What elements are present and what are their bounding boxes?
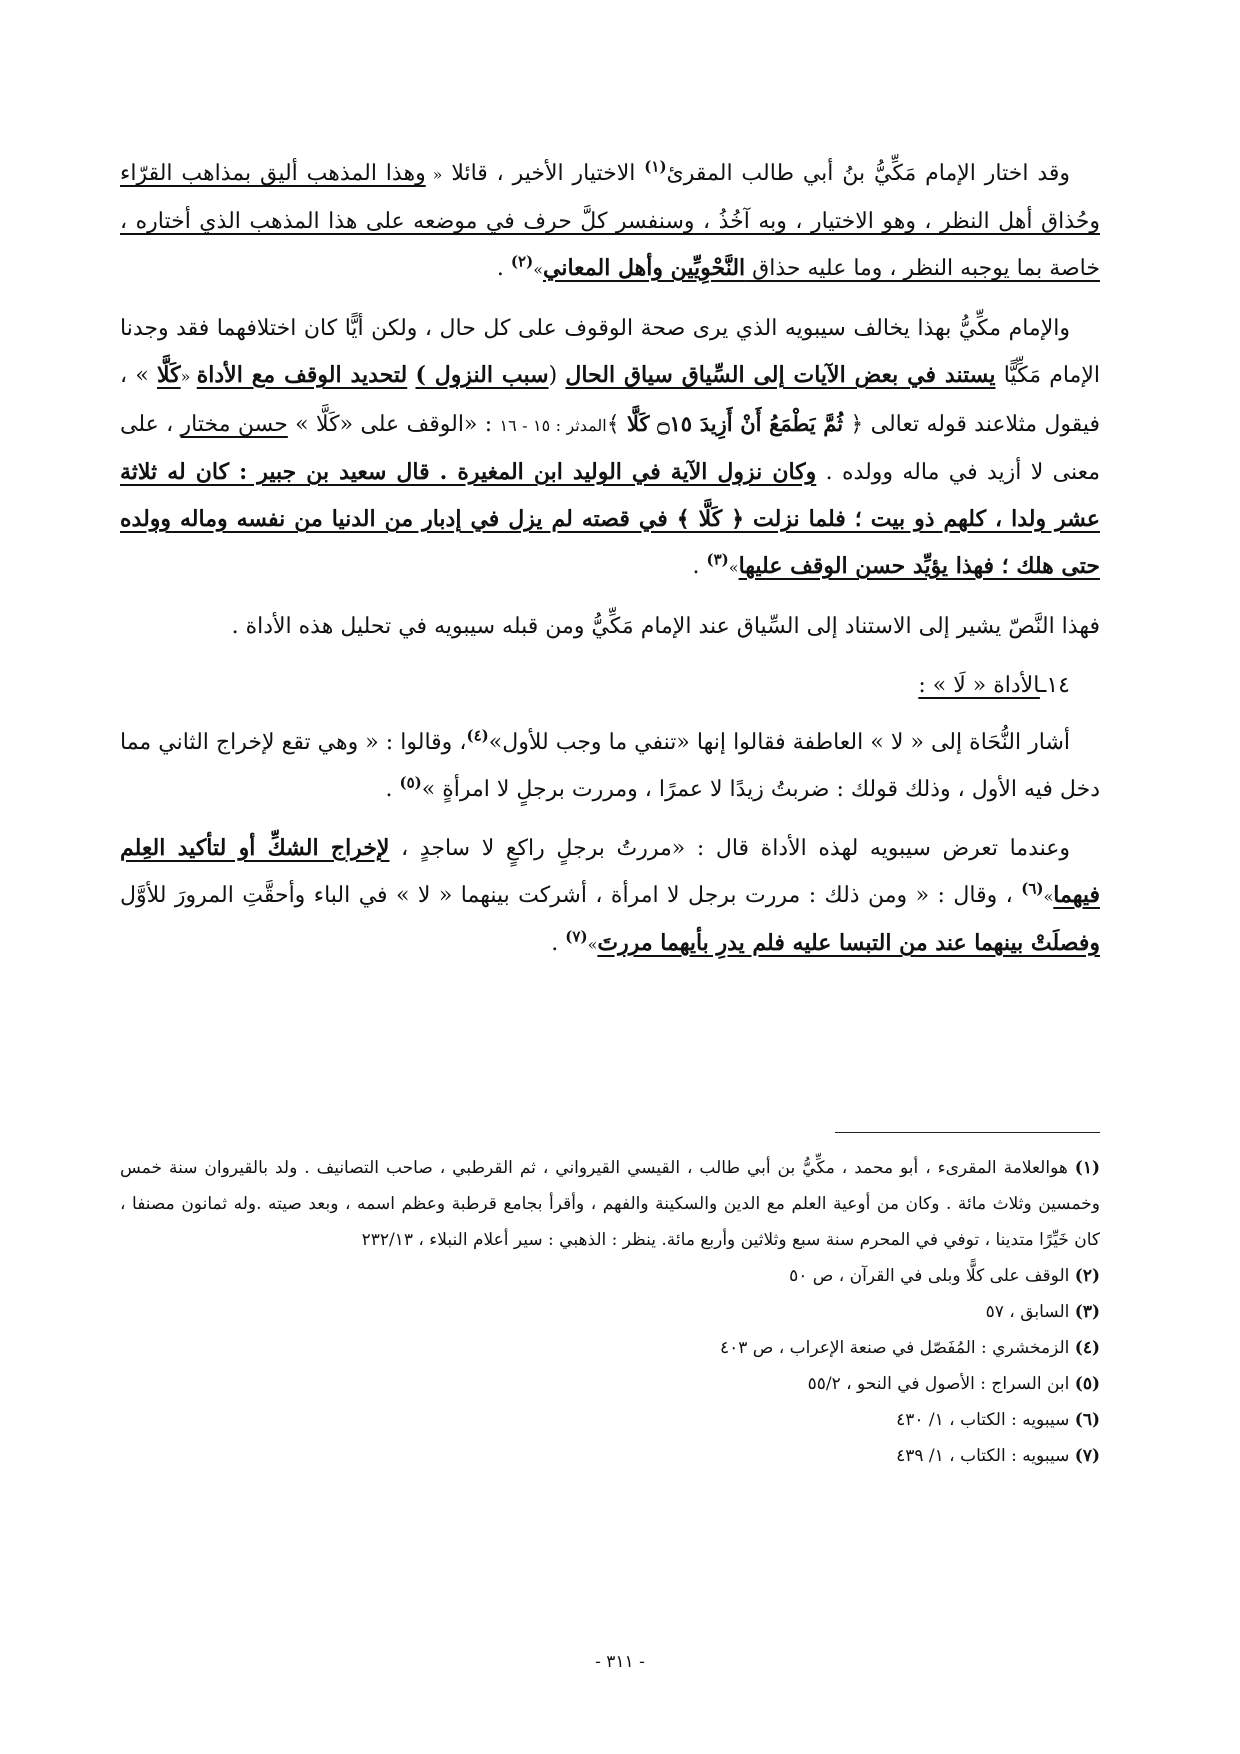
quoted-text: وهذا المذهب أليق بمذاهب القرّاء وحُذاق أهل النظر ، وهو الاختيار ، وبه آخُذُ ، وسنفسر كلَّ حرف في موضعه على هذا المذهب الذي أختاره ، خاصة بما يوجبه النظر ، وما عليه حذاق — [120, 161, 1100, 281]
footnote-1 — [120, 1150, 1100, 1258]
text-run: . — [496, 256, 511, 281]
emphasis-text: كَلَّا — [157, 362, 181, 388]
footnote-6 — [120, 1402, 1100, 1438]
quoted-emphasis: النَّحْوِيِّين وأهل المعاني — [543, 255, 746, 281]
text-run: . — [551, 931, 566, 956]
quote-mark: » — [533, 260, 543, 279]
quote-mark: « — [425, 165, 443, 184]
text-run: الاختيار الأخير ، قائلا — [442, 161, 645, 186]
section-number: ١٤ـ — [1039, 673, 1070, 698]
footnote-7 — [120, 1438, 1100, 1474]
text-run: وعندما تعرض سيبويه لهذه الأداة قال : «مررتُ برجلٍ راكعٍ لا ساجدٍ ، — [389, 836, 1071, 861]
quote-mark: « — [180, 367, 197, 386]
text-run: ، وقال : « ومن ذلك : مررت برجل لا امرأة ، أشركت بينهما « لا » في الباء وأحقَّتِ المرورَ للأوَّل — [120, 883, 1022, 908]
footnotes — [120, 1150, 1100, 1474]
text-run: . — [385, 777, 400, 802]
footnote-3 — [120, 1294, 1100, 1330]
text-run: وقد اختار الإمام مَكِّيُّ بنُ أبي طالب المقرئ — [666, 161, 1071, 186]
footnote-ref-1[interactable]: (١) — [644, 157, 667, 176]
footnote-text: الزمخشري : المُفَصّل في صنعة الإعراب ، ص ٤٠٣ — [719, 1338, 1075, 1358]
section-title: الأداة « لَا » : — [918, 673, 1040, 698]
quote-mark: » — [587, 935, 598, 954]
underlined-text: حسن مختار — [180, 412, 288, 437]
section-heading — [120, 662, 1100, 709]
text-run: ، على معنى لا أزيد في ماله وولده . — [120, 412, 1100, 485]
page-number: - ٣١١ - — [595, 1652, 645, 1672]
footnote-ref-7[interactable]: (٧) — [565, 927, 588, 946]
text-run: » ، فيقول مثلاعند قوله تعالى ﴿ — [120, 363, 1101, 437]
quote-mark: » — [728, 558, 739, 577]
footnote-text: ابن السراج : الأصول في النحو ، ٥٥/٢ — [807, 1374, 1075, 1394]
document-page — [120, 150, 1101, 1466]
paragraph-5 — [120, 825, 1100, 968]
footnote-2 — [120, 1258, 1100, 1294]
footnote-ref-4[interactable]: (٤) — [466, 726, 489, 745]
footnote-text: سيبويه : الكتاب ، ١/ ٤٣٩ — [896, 1446, 1075, 1466]
footnote-text: الوقف على كلًّا وبلى في القرآن ، ص ٥٠ — [789, 1266, 1075, 1286]
paragraph-3: فهذا النَّصّ يشير إلى الاستناد إلى السِّياق عند الإمام مَكِّيُّ ومن قبله سيبويه في تحليل هذه الأداة . — [231, 614, 1100, 639]
footnote-text: هوالعلامة المقرىء ، أبو محمد ، مكِّيُّ بن أبي طالب ، القيسي القيرواني ، ثم القرطبي ، صاحب التصانيف . ولد بالقيروان سنة خمس وخمسين وثلاث مائة . وكان من أوعية العلم مع الدين والسكينة والفهم ، وأقرأ بجامع قرطبة وعظم اسمه ، وبعد صيته .وله ثمانون مصنفا ، كان خَيِّرًا متدينا ، توفي في المحرم سنة سبع وثلاثين وأربع مائة. ينظر : الذهبي : سير أعلام النبلاء ، ٢٣٢/١٣ — [120, 1158, 1100, 1250]
paragraph-2 — [120, 305, 1100, 591]
footnote-number: (١) — [1074, 1158, 1100, 1178]
footnote-text: السابق ، ٥٧ — [985, 1302, 1075, 1322]
footnote-text: سيبويه : الكتاب ، ١/ ٤٣٠ — [896, 1410, 1075, 1430]
quran-verse: ثُمَّ يَطْمَعُ أَنْ أَزِيدَ ۝١٥ كَلَّا — [626, 411, 844, 436]
verse-reference: المدثر : ١٥ - ١٦ — [499, 416, 607, 435]
emphasis-text: سبب النزول ) — [415, 362, 549, 388]
footnote-ref-2[interactable]: (٢) — [510, 252, 534, 271]
text-run: والإمام مكِّيُّ بهذا يخالف سيبويه الذي يرى صحة الوقوف على كل حال ، ولكن أيًّا كان اختلافهما فقد وجدنا الإمام مَكِّيًّا — [120, 316, 1100, 388]
text-run: . — [692, 554, 707, 579]
text-run: ( — [548, 363, 566, 388]
text-run: أشار النُّحَاة إلى « لا » العاطفة فقالوا إنها «تنفي ما وجب للأول» — [488, 730, 1071, 755]
main-text — [120, 150, 1100, 968]
text-run: ﴾ — [606, 412, 627, 437]
footnote-number: (٥) — [1074, 1374, 1100, 1394]
quote-mark: » — [1043, 887, 1054, 906]
footnote-ref-6[interactable]: (٦) — [1021, 879, 1044, 898]
footnote-5 — [120, 1366, 1100, 1402]
paragraph-1 — [120, 150, 1100, 293]
footnote-number: (٤) — [1074, 1338, 1100, 1358]
emphasis-text: يستند في بعض الآيات إلى السِّياق سياق الحال — [565, 362, 996, 388]
footnote-number: (٦) — [1074, 1410, 1100, 1430]
footnote-separator — [835, 1132, 1100, 1133]
footnote-ref-5[interactable]: (٥) — [399, 773, 422, 792]
emphasis-text: لإخراج الشكِّ أو لتأكيد العِلم فيهما — [120, 835, 1100, 908]
emphasis-text: وفصلَتْ بينهما عند من التبسا عليه فلم يدرِ بأيهما مررتَ — [597, 930, 1100, 956]
footnote-number: (٧) — [1074, 1446, 1100, 1466]
text-run: : «الوقف على «كَلَّا » — [287, 412, 500, 437]
emphasis-text: وكان نزول الآية في الوليد ابن المغيرة . قال سعيد بن جبير : كان له ثلاثة عشر ولدا ، كلهم ذو بيت ؛ فلما نزلت ﴿ كَلَّا ﴾ في قصته لم يزل في إدبار من الدنيا من نفسه وماله وولده حتى هلك ؛ فهذا يؤيِّد حسن الوقف عليها — [120, 459, 1100, 579]
paragraph-4 — [120, 719, 1100, 813]
footnote-number: (٢) — [1074, 1266, 1100, 1286]
footnote-ref-3[interactable]: (٣) — [706, 550, 729, 569]
footnote-number: (٣) — [1074, 1302, 1100, 1322]
emphasis-text: لتحديد الوقف مع الأداة — [196, 362, 408, 388]
text-run: ، وقالوا : « وهي تقع لإخراج الثاني مما دخل فيه الأول ، وذلك قولك : ضربتُ زيدًا لا عمرًا ، ومررت برجلٍ لا امرأةٍ » — [120, 730, 1100, 802]
footnote-4 — [120, 1330, 1100, 1366]
